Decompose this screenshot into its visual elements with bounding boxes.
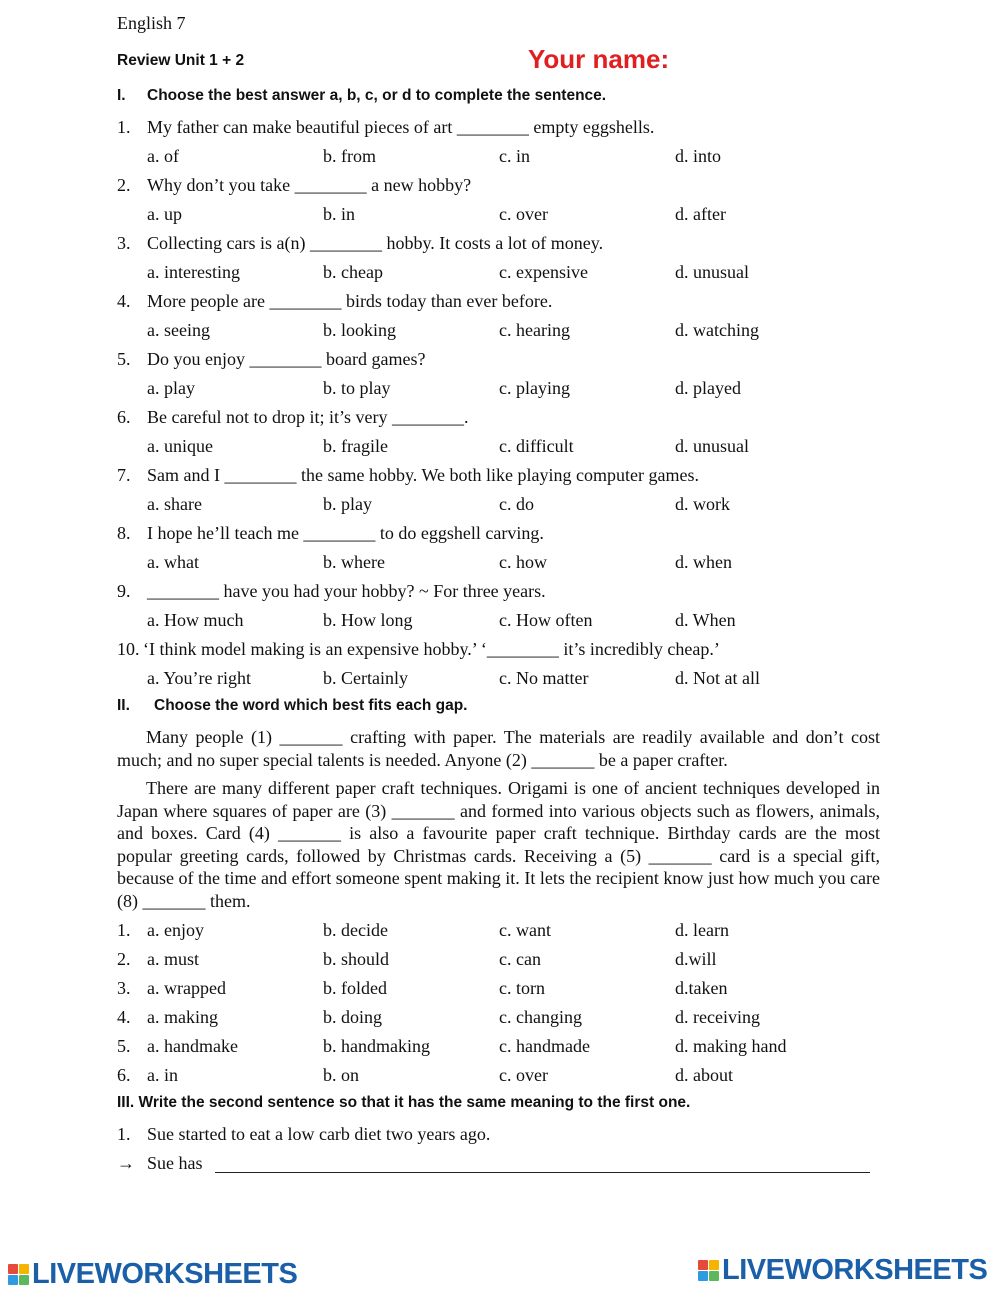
answer-option-c[interactable]: c. how <box>499 552 547 572</box>
footer-logo-left <box>8 1258 297 1291</box>
rewrite-answer-input[interactable] <box>215 1152 870 1173</box>
answer-option-c[interactable]: c. expensive <box>499 262 588 282</box>
gap-option-c[interactable]: c. over <box>499 1065 548 1085</box>
answer-option-d[interactable]: d. into <box>675 146 722 166</box>
gap-option-b[interactable]: b. should <box>323 949 390 969</box>
gap-item-number: 2. <box>117 949 131 969</box>
gap-option-c[interactable]: c. torn <box>499 978 545 998</box>
answer-option-b[interactable]: b. Certainly <box>323 668 408 688</box>
question-number: 4. <box>117 291 131 311</box>
question-number: 1. <box>117 117 131 137</box>
answer-option-d[interactable]: d. after <box>675 204 726 224</box>
gap-item-number: 6. <box>117 1065 131 1085</box>
name-prompt: Your name: <box>528 44 670 74</box>
passage-paragraph-1-text: Many people (1) _______ crafting with paper. The materials are readily available and don’t cost much; and no super special talents is needed. Anyone (2) _______ be a paper crafter. <box>117 727 880 770</box>
answer-option-a[interactable]: a. seeing <box>147 320 210 340</box>
question-text: Do you enjoy ________ board games? <box>147 349 426 369</box>
section3-item-number: 1. <box>117 1124 131 1144</box>
gap-option-d[interactable]: d. receiving <box>675 1007 760 1027</box>
footer-logo-right <box>698 1254 987 1287</box>
answer-option-c[interactable]: c. How often <box>499 610 593 630</box>
question-number: 6. <box>117 407 131 427</box>
answer-option-b[interactable]: b. from <box>323 146 376 166</box>
passage-paragraph-2 <box>117 777 880 912</box>
gap-option-a[interactable]: a. must <box>147 949 199 969</box>
footer-logo-right-text: LIVEWORKSHEETS <box>722 1254 988 1286</box>
question-text: Collecting cars is a(n) ________ hobby. It costs a lot of money. <box>147 233 604 253</box>
gap-option-b[interactable]: b. decide <box>323 920 388 940</box>
answer-option-b[interactable]: b. How long <box>323 610 413 630</box>
answer-option-d[interactable]: d. Not at all <box>675 668 760 688</box>
question-number: 10. <box>117 639 140 659</box>
section3-title: III. Write the second sentence so that it has the same meaning to the first one. <box>117 1094 691 1111</box>
course-label: English 7 <box>117 13 186 33</box>
answer-option-b[interactable]: b. play <box>323 494 372 514</box>
answer-option-c[interactable]: c. playing <box>499 378 570 398</box>
liveworksheets-logo-icon <box>698 1260 719 1281</box>
section2-number: II. <box>117 697 130 714</box>
question-number: 3. <box>117 233 131 253</box>
gap-option-b[interactable]: b. handmaking <box>323 1036 430 1056</box>
answer-option-b[interactable]: b. where <box>323 552 385 572</box>
question-number: 7. <box>117 465 131 485</box>
answer-option-a[interactable]: a. share <box>147 494 202 514</box>
answer-option-d[interactable]: d. played <box>675 378 741 398</box>
answer-option-a[interactable]: a. unique <box>147 436 213 456</box>
answer-option-a[interactable]: a. up <box>147 204 182 224</box>
question-text: Sam and I ________ the same hobby. We both like playing computer games. <box>147 465 699 485</box>
answer-option-b[interactable]: b. to play <box>323 378 391 398</box>
answer-option-d[interactable]: d. unusual <box>675 262 749 282</box>
gap-option-a[interactable]: a. in <box>147 1065 178 1085</box>
gap-item-number: 5. <box>117 1036 131 1056</box>
question-text: Why don’t you take ________ a new hobby? <box>147 175 472 195</box>
gap-option-d[interactable]: d. about <box>675 1065 733 1085</box>
answer-option-c[interactable]: c. No matter <box>499 668 589 688</box>
gap-option-d[interactable]: d.will <box>675 949 717 969</box>
question-text: More people are ________ birds today than ever before. <box>147 291 553 311</box>
rewrite-prompt: Sue has <box>147 1153 203 1173</box>
answer-option-c[interactable]: c. hearing <box>499 320 570 340</box>
gap-option-a[interactable]: a. making <box>147 1007 218 1027</box>
answer-option-d[interactable]: d. work <box>675 494 730 514</box>
passage-paragraph-2-text: There are many different paper craft techniques. Origami is one of ancient techniques developed in Japan where squares of paper are (3) _______ and formed into various objects such as flowers, animals, and boxes. Card (4) _______ is also a favourite paper craft technique. Birthday cards are the most popular greeting cards, followed by Christmas cards. Receiving a (5) _______ card is a special gift, because of the time and effort someone spent making it. It lets the recipient know just how much you care (8) _______ them. <box>117 778 880 911</box>
question-text: ‘I think model making is an expensive hobby.’ ‘________ it’s incredibly cheap.’ <box>143 639 720 659</box>
answer-option-c[interactable]: c. do <box>499 494 534 514</box>
section1-title: Choose the best answer a, b, c, or d to complete the sentence. <box>147 87 607 104</box>
footer-logo-left-text: LIVEWORKSHEETS <box>32 1258 298 1290</box>
answer-option-b[interactable]: b. looking <box>323 320 397 340</box>
question-text: ________ have you had your hobby? ~ For three years. <box>147 581 546 601</box>
answer-option-a[interactable]: a. of <box>147 146 179 166</box>
gap-option-c[interactable]: c. can <box>499 949 541 969</box>
gap-item-number: 3. <box>117 978 131 998</box>
answer-option-a[interactable]: a. play <box>147 378 195 398</box>
review-title: Review Unit 1 + 2 <box>117 52 245 69</box>
answer-option-a[interactable]: a. How much <box>147 610 244 630</box>
section3-item-sentence: Sue started to eat a low carb diet two years ago. <box>147 1124 491 1144</box>
section2-title: Choose the word which best fits each gap. <box>154 697 468 714</box>
passage-paragraph-1 <box>117 726 880 771</box>
answer-option-d[interactable]: d. unusual <box>675 436 749 456</box>
answer-option-a[interactable]: a. interesting <box>147 262 240 282</box>
question-text: My father can make beautiful pieces of art ________ empty eggshells. <box>147 117 655 137</box>
gap-option-a[interactable]: a. enjoy <box>147 920 204 940</box>
gap-option-d[interactable]: d. learn <box>675 920 729 940</box>
answer-option-b[interactable]: b. in <box>323 204 356 224</box>
gap-item-number: 1. <box>117 920 131 940</box>
question-number: 8. <box>117 523 131 543</box>
answer-option-d[interactable]: d. when <box>675 552 732 572</box>
gap-option-d[interactable]: d. making hand <box>675 1036 787 1056</box>
answer-option-d[interactable]: d. When <box>675 610 736 630</box>
answer-option-c[interactable]: c. in <box>499 146 530 166</box>
gap-option-a[interactable]: a. handmake <box>147 1036 238 1056</box>
gap-option-c[interactable]: c. want <box>499 920 551 940</box>
question-text: Be careful not to drop it; it’s very ________. <box>147 407 469 427</box>
answer-option-a[interactable]: a. what <box>147 552 199 572</box>
question-text: I hope he’ll teach me ________ to do eggshell carving. <box>147 523 544 543</box>
question-number: 9. <box>117 581 131 601</box>
gap-item-number: 4. <box>117 1007 131 1027</box>
answer-option-c[interactable]: c. over <box>499 204 548 224</box>
question-number: 2. <box>117 175 131 195</box>
answer-option-a[interactable]: a. You’re right <box>147 668 251 688</box>
answer-option-b[interactable]: b. cheap <box>323 262 383 282</box>
gap-option-c[interactable]: c. handmade <box>499 1036 590 1056</box>
gap-option-b[interactable]: b. folded <box>323 978 387 998</box>
answer-option-c[interactable]: c. difficult <box>499 436 574 456</box>
gap-option-c[interactable]: c. changing <box>499 1007 582 1027</box>
question-number: 5. <box>117 349 131 369</box>
liveworksheets-logo-icon <box>8 1264 29 1285</box>
arrow-icon: → <box>117 1153 135 1173</box>
answer-option-d[interactable]: d. watching <box>675 320 759 340</box>
section1-number: I. <box>117 87 126 104</box>
gap-option-d[interactable]: d.taken <box>675 978 728 998</box>
gap-option-b[interactable]: b. on <box>323 1065 359 1085</box>
answer-option-b[interactable]: b. fragile <box>323 436 388 456</box>
gap-option-a[interactable]: a. wrapped <box>147 978 226 998</box>
gap-option-b[interactable]: b. doing <box>323 1007 383 1027</box>
